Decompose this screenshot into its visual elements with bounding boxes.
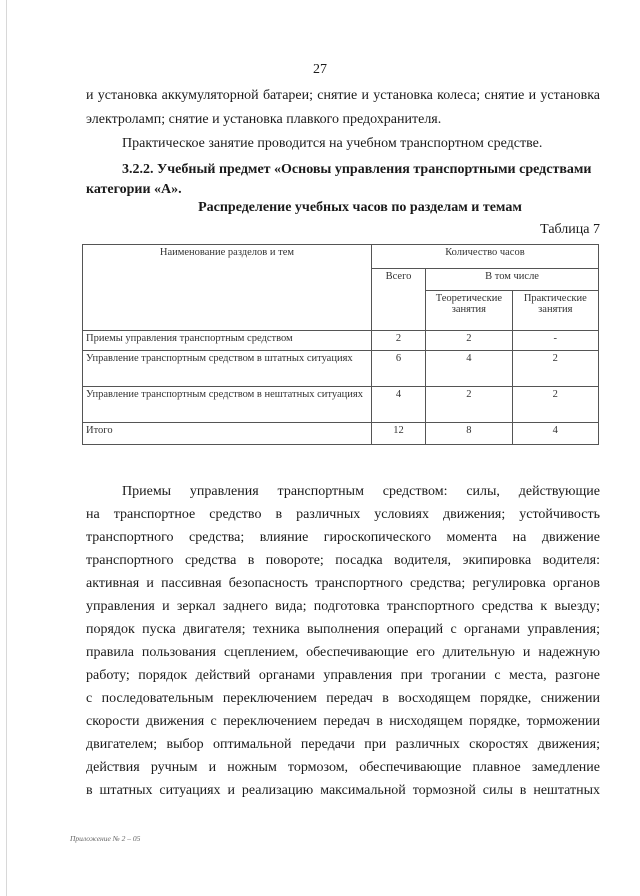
row-name: Итого bbox=[83, 423, 372, 445]
header-total: Всего bbox=[371, 269, 425, 331]
row-theory: 8 bbox=[426, 423, 513, 445]
row-theory: 4 bbox=[426, 351, 513, 387]
row-practice: 2 bbox=[512, 387, 598, 423]
row-theory: 2 bbox=[426, 387, 513, 423]
body-line: транспортного средства; влияние гироскопического момента на движение bbox=[86, 530, 600, 545]
table-row bbox=[83, 351, 599, 387]
body-line: управления и зеркал заднего вида; подготовка транспортного средства к выезду; bbox=[86, 599, 600, 614]
row-practice: 2 bbox=[512, 351, 598, 387]
table-row bbox=[83, 331, 599, 351]
intro-line-2: электроламп; снятие и установка плавкого предохранителя. bbox=[86, 112, 442, 127]
row-practice: 4 bbox=[512, 423, 598, 445]
page-edge-line bbox=[6, 0, 7, 896]
section-heading-line-2: категории «А». bbox=[86, 182, 182, 197]
row-total: 4 bbox=[371, 387, 425, 423]
row-practice: - bbox=[512, 331, 598, 351]
footer-note: Приложение № 2 – 05 bbox=[70, 834, 141, 843]
practice-note: Практическое занятие проводится на учебном транспортном средстве. bbox=[122, 136, 543, 151]
table-row bbox=[83, 387, 599, 423]
body-line: действия ручным и ножным тормозом, обеспечивающие плавное замедление bbox=[86, 760, 600, 775]
body-line: работу; порядок действий органами управления при трогании с места, разгоне bbox=[86, 668, 600, 683]
distribution-title: Распределение учебных часов по разделам и темам bbox=[198, 200, 522, 215]
body-line: правила пользования сцеплением, обеспечивающие его длительную и надежную bbox=[86, 645, 600, 660]
body-line: на транспортное средство в различных условиях движения; устойчивость bbox=[86, 507, 600, 522]
body-line: активная и пассивная безопасность транспортного средства; регулировка органов bbox=[86, 576, 600, 591]
row-total: 6 bbox=[371, 351, 425, 387]
body-line: скорости движения с переключением передач в нисходящем порядке, торможении bbox=[86, 714, 600, 729]
table-row-total bbox=[83, 423, 599, 445]
body-line: двигателем; выбор оптимальной передачи при различных скоростях движения; bbox=[86, 737, 600, 752]
header-name: Наименование разделов и тем bbox=[83, 245, 372, 331]
body-line: порядок пуска двигателя; техника выполнения операций с органами управления; bbox=[86, 622, 600, 637]
row-total: 12 bbox=[371, 423, 425, 445]
page-number: 27 bbox=[313, 62, 327, 77]
body-line: Приемы управления транспортным средством: силы, действующие bbox=[122, 484, 600, 499]
header-practice: Практические занятия bbox=[512, 291, 598, 331]
table-caption: Таблица 7 bbox=[540, 222, 600, 237]
header-hours: Количество часов bbox=[371, 245, 598, 269]
body-line: в штатных ситуациях и реализацию максимальной тормозной силы в нештатных bbox=[86, 783, 600, 798]
body-line: транспортного средства в повороте; посадка водителя, экипировка водителя: bbox=[86, 553, 600, 568]
header-theory: Теоретические занятия bbox=[426, 291, 513, 331]
row-theory: 2 bbox=[426, 331, 513, 351]
intro-line-1: и установка аккумуляторной батареи; снятие и установка колеса; снятие и установка bbox=[86, 88, 600, 103]
row-name: Управление транспортным средством в нештатных ситуациях bbox=[83, 387, 372, 423]
row-total: 2 bbox=[371, 331, 425, 351]
hours-table bbox=[82, 244, 599, 445]
body-line: с последовательным переключением передач в восходящем порядке, снижении bbox=[86, 691, 600, 706]
row-name: Приемы управления транспортным средством bbox=[83, 331, 372, 351]
section-heading-line-1: 3.2.2. Учебный предмет «Основы управления транспортными средствами bbox=[122, 162, 592, 177]
row-name: Управление транспортным средством в штатных ситуациях bbox=[83, 351, 372, 387]
header-including: В том числе bbox=[426, 269, 599, 291]
